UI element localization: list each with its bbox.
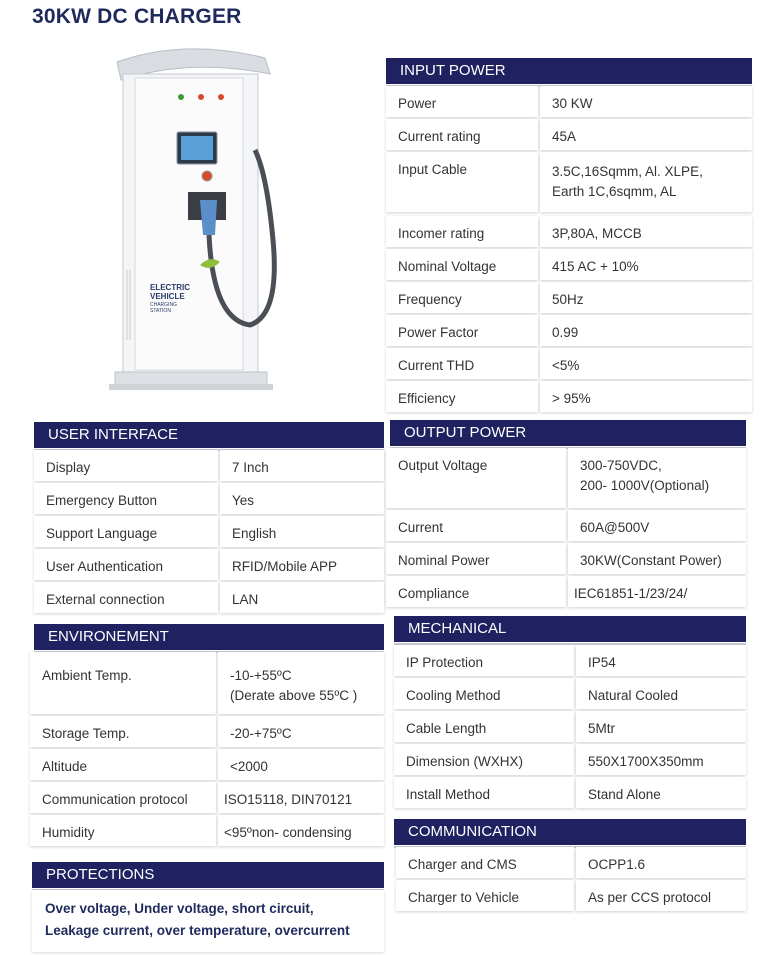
table-row (386, 543, 746, 574)
row-label: Efficiency (386, 381, 538, 412)
row-value-line1: -10-+55ºC (230, 668, 292, 683)
output-power-header: OUTPUT POWER (390, 420, 746, 446)
row-label: Nominal Power (386, 543, 566, 574)
table-row (386, 348, 752, 379)
table-row (386, 381, 752, 412)
row-value: LAN (220, 582, 384, 613)
table-row (386, 86, 752, 117)
table-row (30, 652, 384, 714)
protections-line1: Over voltage, Under voltage, short circuit, (45, 901, 314, 916)
table-row (34, 549, 384, 580)
table-row (34, 483, 384, 514)
row-value: > 95% (540, 381, 752, 412)
output-power-table (386, 448, 746, 608)
user-interface-table (34, 450, 384, 612)
protections-header: PROTECTIONS (32, 862, 384, 888)
row-value-line2: 200- 1000V(Optional) (580, 478, 710, 493)
row-value: Natural Cooled (576, 678, 746, 709)
table-row (386, 119, 752, 150)
row-value: As per CCS protocol (576, 880, 746, 911)
row-label: Charger to Vehicle (396, 880, 574, 911)
communication-table (396, 847, 746, 911)
table-row (394, 645, 746, 676)
table-row (394, 678, 746, 709)
row-value: <95ºnon- condensing (218, 815, 384, 846)
input-power-header: INPUT POWER (386, 58, 752, 84)
table-row (386, 216, 752, 247)
row-label: Power Factor (386, 315, 538, 346)
table-row (30, 716, 384, 747)
row-label: Communication protocol (30, 782, 216, 813)
row-value: 45A (540, 119, 752, 150)
row-label: External connection (34, 582, 218, 613)
row-value (218, 652, 384, 714)
row-label: Current (386, 510, 566, 541)
row-value: 0.99 (540, 315, 752, 346)
input-power-table (386, 86, 752, 412)
communication-header: COMMUNICATION (394, 819, 746, 845)
row-label: Frequency (386, 282, 538, 313)
row-label: Charger and CMS (396, 847, 574, 878)
table-row (34, 582, 384, 613)
row-value: 30KW(Constant Power) (568, 543, 746, 574)
row-value: IP54 (576, 645, 746, 676)
charger-illustration (105, 40, 280, 405)
row-value-line1: 3.5C,16Sqmm, Al. XLPE, (552, 164, 703, 179)
protections-text (45, 898, 350, 942)
row-label: Current rating (386, 119, 538, 150)
environment-table (30, 652, 384, 848)
row-value: 5Mtr (576, 711, 746, 742)
table-row (396, 847, 746, 878)
row-label: Altitude (30, 749, 216, 780)
row-label: Support Language (34, 516, 218, 547)
row-value: ISO15118, DIN70121 (218, 782, 384, 813)
row-value: RFID/Mobile APP (220, 549, 384, 580)
row-label: Power (386, 86, 538, 117)
table-row (396, 880, 746, 911)
row-label: Display (34, 450, 218, 481)
mechanical-table (394, 645, 746, 809)
table-row (394, 711, 746, 742)
table-row (386, 315, 752, 346)
row-value-line1: 300-750VDC, (580, 458, 662, 473)
table-row (30, 749, 384, 780)
table-row (386, 510, 746, 541)
row-label: Cooling Method (394, 678, 574, 709)
table-row (34, 450, 384, 481)
table-row (386, 249, 752, 280)
row-value: 30 KW (540, 86, 752, 117)
table-row (34, 516, 384, 547)
table-row (394, 744, 746, 775)
row-label: Nominal Voltage (386, 249, 538, 280)
row-value: <5% (540, 348, 752, 379)
table-row (386, 448, 746, 508)
row-value: 50Hz (540, 282, 752, 313)
row-label: Output Voltage (386, 448, 566, 508)
row-label: User Authentication (34, 549, 218, 580)
row-label: IP Protection (394, 645, 574, 676)
mechanical-header: MECHANICAL (394, 616, 746, 642)
row-value (540, 152, 752, 212)
row-label: Ambient Temp. (30, 652, 216, 714)
row-label: Dimension (WXHX) (394, 744, 574, 775)
row-value: -20-+75ºC (218, 716, 384, 747)
row-value: 7 Inch (220, 450, 384, 481)
row-value: Yes (220, 483, 384, 514)
row-value: 60A@500V (568, 510, 746, 541)
row-value: <2000 (218, 749, 384, 780)
row-label: Emergency Button (34, 483, 218, 514)
environment-header: ENVIRONEMENT (34, 624, 384, 650)
sign-line-3: CHARGING (150, 302, 177, 308)
row-label: Current THD (386, 348, 538, 379)
row-value: English (220, 516, 384, 547)
row-label: Compliance (386, 576, 566, 607)
table-row (30, 782, 384, 813)
table-row (30, 815, 384, 846)
sign-line-1: ELECTRIC (150, 283, 190, 292)
protections-line2: Leakage current, over temperature, overcurrent (45, 923, 350, 938)
sign-line-4: STATION (150, 308, 171, 314)
sign-line-2: VEHICLE (150, 292, 185, 301)
table-row (386, 576, 746, 607)
row-value-line2: Earth 1C,6sqmm, AL (552, 184, 677, 199)
row-label: Storage Temp. (30, 716, 216, 747)
row-value: IEC61851-1/23/24/ (568, 576, 746, 607)
row-label: Cable Length (394, 711, 574, 742)
user-interface-header: USER INTERFACE (34, 422, 384, 448)
row-value-line2: (Derate above 55ºC ) (230, 688, 358, 703)
row-value: Stand Alone (576, 777, 746, 808)
row-value: OCPP1.6 (576, 847, 746, 878)
page-title: 30KW DC CHARGER (32, 5, 242, 28)
row-value: 550X1700X350mm (576, 744, 746, 775)
row-label: Input Cable (386, 152, 538, 212)
row-label: Install Method (394, 777, 574, 808)
row-label: Incomer rating (386, 216, 538, 247)
row-value: 3P,80A, MCCB (540, 216, 752, 247)
table-row (394, 777, 746, 808)
row-label: Humidity (30, 815, 216, 846)
table-row (386, 152, 752, 212)
table-row (386, 282, 752, 313)
row-value: 415 AC + 10% (540, 249, 752, 280)
row-value (568, 448, 746, 508)
